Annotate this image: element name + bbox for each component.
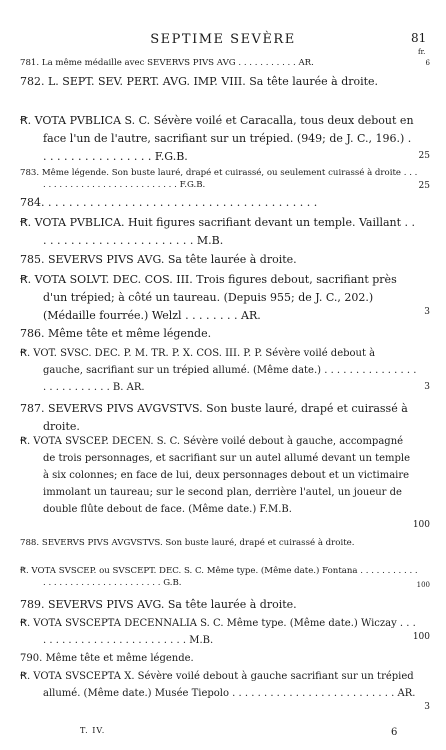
page-title: SEPTIME SEVÈRE	[150, 32, 296, 47]
value-783: 25	[418, 181, 430, 191]
value-782: 25	[418, 151, 430, 161]
entry-787-reverse: Ꞧ. VOTA SVSCEP. DECEN. S. C. Sévère voilé debout à gauche, accompagné de trois personnages, et sacrifiant sur un autel allumé devant un temple à six colonnes; en face de lui, deux personnages debout et un victimaire immolant un taureau; sur le second plan, derrière l'autel, un joueur de double flûte debout de face. (Même date.) F.M.B.	[20, 436, 411, 515]
entry-784-reverse: Ꞧ. VOTA PVBLICA. Huit figures sacrifiant devant un temple. Vaillant . . . . . . . . . . . . . . . . . . . . . . . . M.B.	[20, 216, 416, 247]
entry-790-reverse: Ꞧ. VOTA SVSCEPTA X. Sévère voilé debout à gauche sacrifiant sur un trépied allumé. (Même date.) Musée Tiepolo . . . . . . . . . . . . . . . . . . . . . . . . . . AR.	[20, 671, 416, 699]
entry-786-reverse: Ꞧ. VOT. SVSC. DEC. P. M. TR. P. X. COS. III. P. P. Sévère voilé debout à gauche, sacrifiant sur un trépied allumé. (Même date.) . . . . . . . . . . . . . . . . . . . . . . . . . . B. AR.	[20, 348, 417, 393]
entry-789-reverse: Ꞧ. VOTA SVSCEPTA DECENNALIA S. C. Même type. (Même date.) Wiczay . . . . . . . . . . . . . . . . . . . . . . . . . . M.B.	[20, 618, 416, 646]
value-789: 100	[412, 632, 430, 642]
entry-784: 784. . . . . . . . . . . . . . . . . . . . . . . . . . . . . . . . . . . . . . . .	[20, 196, 318, 209]
volume-label: T. IV.	[80, 726, 106, 735]
entry-787: 787. SEVERVS PIVS AVGVSTVS. Son buste lauré, drapé et cuirassé à droite.	[20, 402, 408, 433]
entry-783: 783. Même légende. Son buste lauré, drapé et cuirassé, ou seulement cuirassé à droite . . . . . . . . . . . . . . . . . . . . . . . . . . . . F.G.B.	[20, 168, 418, 190]
entry-781: 781. La même médaille avec SEVERVS PIVS AVG . . . . . . . . . . . AR.	[20, 58, 314, 68]
currency-label: fr.	[418, 48, 426, 56]
entry-790: 790. Même tête et même légende.	[20, 653, 194, 664]
entry-786: 786. Même tête et même légende.	[20, 327, 212, 340]
entry-782: 782. L. SEPT. SEV. PERT. AVG. IMP. VIII. Sa tête laurée à droite.	[20, 75, 379, 88]
entry-789: 789. SEVERVS PIVS AVG. Sa tête laurée à droite.	[20, 598, 297, 611]
entry-785-reverse: Ꞧ. VOTA SOLVT. DEC. COS. III. Trois figures debout, sacrifiant près d'un trépied; à côté un taureau. (Depuis 955; de J. C., 202.) (Médaille fourrée.) Welzl . . . . . . . . AR.	[20, 273, 397, 322]
entry-782-reverse: Ꞧ. VOTA PVBLICA S. C. Sévère voilé et Caracalla, tous deux debout en face l'un de l'autre, sacrifiant sur un trépied. (949; de J. C., 196.) . . . . . . . . . . . . . . . . . F.G.B.	[20, 114, 414, 163]
value-788: 100	[416, 581, 430, 589]
entry-788-reverse: Ꞧ. VOTA SVSCEP. ou SVSCEPT. DEC. S. C. Même type. (Même date.) Fontana . . . . . . . . . . . . . . . . . . . . . . . . . . . . . . . . . G.B.	[20, 566, 418, 588]
signature-mark: 6	[391, 727, 398, 738]
value-790: 3	[424, 702, 430, 712]
entry-788: 788. SEVERVS PIVS AVGVSTVS. Son buste lauré, drapé et cuirassé à droite.	[20, 538, 355, 548]
value-781: 6	[425, 59, 430, 67]
value-787: 100	[412, 520, 430, 530]
entry-785: 785. SEVERVS PIVS AVG. Sa tête laurée à droite.	[20, 253, 297, 266]
value-786: 3	[424, 382, 430, 392]
page-number: 81	[411, 31, 427, 45]
value-785: 3	[424, 307, 430, 317]
